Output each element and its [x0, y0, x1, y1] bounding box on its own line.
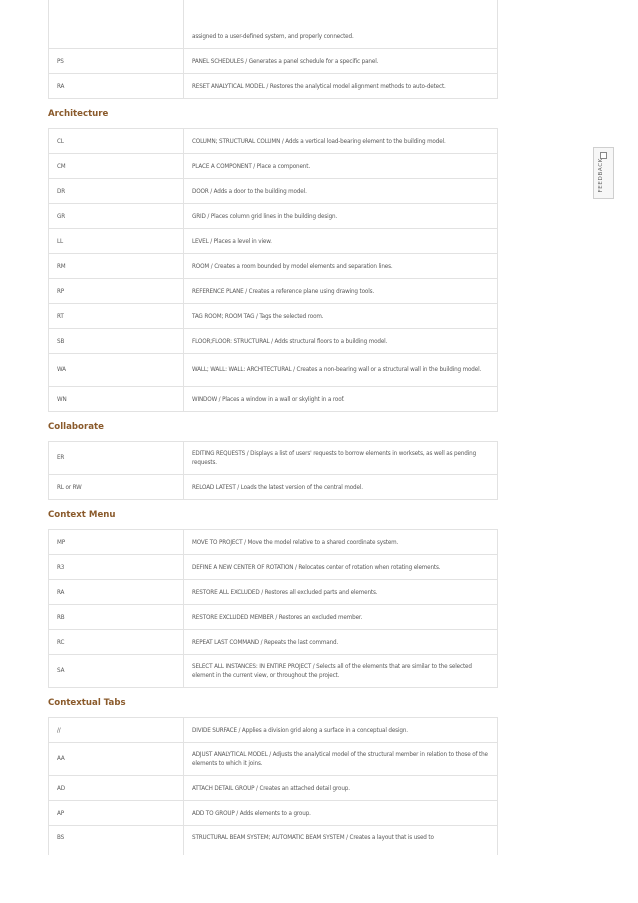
section-heading: Collaborate	[48, 422, 104, 432]
table-row	[49, 254, 498, 279]
feedback-label: FEEDBACK	[598, 158, 604, 193]
shortcut-description: SELECT ALL INSTANCES: IN ENTIRE PROJECT / Selects all of the elements that are similar to the selected element in the current view, or throughout the project.	[184, 655, 498, 688]
shortcut-description: WINDOW / Places a window in a wall or skylight in a roof.	[184, 387, 498, 412]
table-row	[49, 329, 498, 354]
table-row	[49, 304, 498, 329]
shortcut-key: AP	[49, 801, 184, 826]
table-row	[49, 354, 498, 387]
shortcut-key: RC	[49, 630, 184, 655]
shortcut-key: RA	[49, 580, 184, 605]
shortcut-description: DEFINE A NEW CENTER OF ROTATION / Relocates center of rotation when rotating elements.	[184, 555, 498, 580]
shortcut-key: //	[49, 718, 184, 743]
section-heading: Contextual Tabs	[48, 698, 126, 708]
shortcut-table	[48, 529, 498, 688]
document-content	[48, 0, 498, 855]
shortcut-description: ATTACH DETAIL GROUP / Creates an attached detail group.	[184, 776, 498, 801]
table-row	[49, 204, 498, 229]
table-row	[49, 279, 498, 304]
table-row	[49, 129, 498, 154]
shortcut-key: RB	[49, 605, 184, 630]
table-row	[49, 630, 498, 655]
table-row	[49, 530, 498, 555]
shortcut-description: ROOM / Creates a room bounded by model elements and separation lines.	[184, 254, 498, 279]
shortcut-description: DIVIDE SURFACE / Applies a division grid along a surface in a conceptual design.	[184, 718, 498, 743]
shortcut-key: WN	[49, 387, 184, 412]
shortcut-description: RESTORE EXCLUDED MEMBER / Restores an excluded member.	[184, 605, 498, 630]
shortcut-key: RA	[49, 74, 184, 99]
table-row	[49, 555, 498, 580]
shortcut-key: LL	[49, 229, 184, 254]
shortcut-description: DOOR / Adds a door to the building model.	[184, 179, 498, 204]
table-row	[49, 442, 498, 475]
shortcut-description: WALL; WALL: WALL: ARCHITECTURAL / Creates a non-bearing wall or a structural wall in the building model.	[184, 354, 498, 387]
shortcut-key: MP	[49, 530, 184, 555]
shortcut-description: RESET ANALYTICAL MODEL / Restores the analytical model alignment methods to auto-detect.	[184, 74, 498, 99]
shortcut-table	[48, 128, 498, 412]
table-row	[49, 826, 498, 856]
shortcut-key: RT	[49, 304, 184, 329]
shortcut-description: MOVE TO PROJECT / Move the model relative to a shared coordinate system.	[184, 530, 498, 555]
shortcut-description: ADJUST ANALYTICAL MODEL / Adjusts the analytical model of the structural member in relation to those of the elements to which it joins.	[184, 743, 498, 776]
table-row	[49, 229, 498, 254]
shortcut-description: FLOOR;FLOOR: STRUCTURAL / Adds structural floors to a building model.	[184, 329, 498, 354]
shortcut-description: RESTORE ALL EXCLUDED / Restores all excluded parts and elements.	[184, 580, 498, 605]
shortcut-description: COLUMN; STRUCTURAL COLUMN / Adds a vertical load-bearing element to the building model.	[184, 129, 498, 154]
shortcut-key: BS	[49, 826, 184, 856]
feedback-button[interactable]	[593, 147, 614, 199]
section-heading: Architecture	[48, 109, 109, 119]
shortcut-key: SA	[49, 655, 184, 688]
shortcut-key: GR	[49, 204, 184, 229]
shortcut-description: assigned to a user-defined system, and properly connected.	[184, 0, 498, 49]
shortcut-description: PANEL SCHEDULES / Generates a panel schedule for a specific panel.	[184, 49, 498, 74]
shortcut-description: LEVEL / Places a level in view.	[184, 229, 498, 254]
table-row	[49, 475, 498, 500]
shortcut-table	[48, 441, 498, 500]
shortcut-key	[49, 0, 184, 49]
shortcut-description: STRUCTURAL BEAM SYSTEM; AUTOMATIC BEAM SYSTEM / Creates a layout that is used to	[184, 826, 498, 856]
shortcut-key: DR	[49, 179, 184, 204]
table-row	[49, 154, 498, 179]
shortcut-key: AA	[49, 743, 184, 776]
shortcut-table	[48, 0, 498, 99]
shortcut-description: PLACE A COMPONENT / Place a component.	[184, 154, 498, 179]
shortcut-description: GRID / Places column grid lines in the building design.	[184, 204, 498, 229]
shortcut-key: ER	[49, 442, 184, 475]
shortcut-description: TAG ROOM; ROOM TAG / Tags the selected room.	[184, 304, 498, 329]
table-row	[49, 74, 498, 99]
shortcut-table	[48, 717, 498, 855]
shortcut-key: RL or RW	[49, 475, 184, 500]
shortcut-key: PS	[49, 49, 184, 74]
table-row	[49, 49, 498, 74]
table-row	[49, 655, 498, 688]
table-row	[49, 743, 498, 776]
shortcut-key: CL	[49, 129, 184, 154]
shortcut-key: RM	[49, 254, 184, 279]
shortcut-key: CM	[49, 154, 184, 179]
table-row	[49, 179, 498, 204]
table-row	[49, 387, 498, 412]
shortcut-key: R3	[49, 555, 184, 580]
table-row	[49, 580, 498, 605]
table-row	[49, 605, 498, 630]
table-row	[49, 718, 498, 743]
shortcut-key: AD	[49, 776, 184, 801]
shortcut-key: RP	[49, 279, 184, 304]
shortcut-description: EDITING REQUESTS / Displays a list of users' requests to borrow elements in worksets, as well as pending requests.	[184, 442, 498, 475]
table-row	[49, 0, 498, 49]
shortcut-description: REFERENCE PLANE / Creates a reference plane using drawing tools.	[184, 279, 498, 304]
shortcut-description: REPEAT LAST COMMAND / Repeats the last command.	[184, 630, 498, 655]
section-heading: Context Menu	[48, 510, 116, 520]
shortcut-description: RELOAD LATEST / Loads the latest version of the central model.	[184, 475, 498, 500]
shortcut-key: WA	[49, 354, 184, 387]
table-row	[49, 801, 498, 826]
shortcut-description: ADD TO GROUP / Adds elements to a group.	[184, 801, 498, 826]
table-row	[49, 776, 498, 801]
shortcut-key: SB	[49, 329, 184, 354]
